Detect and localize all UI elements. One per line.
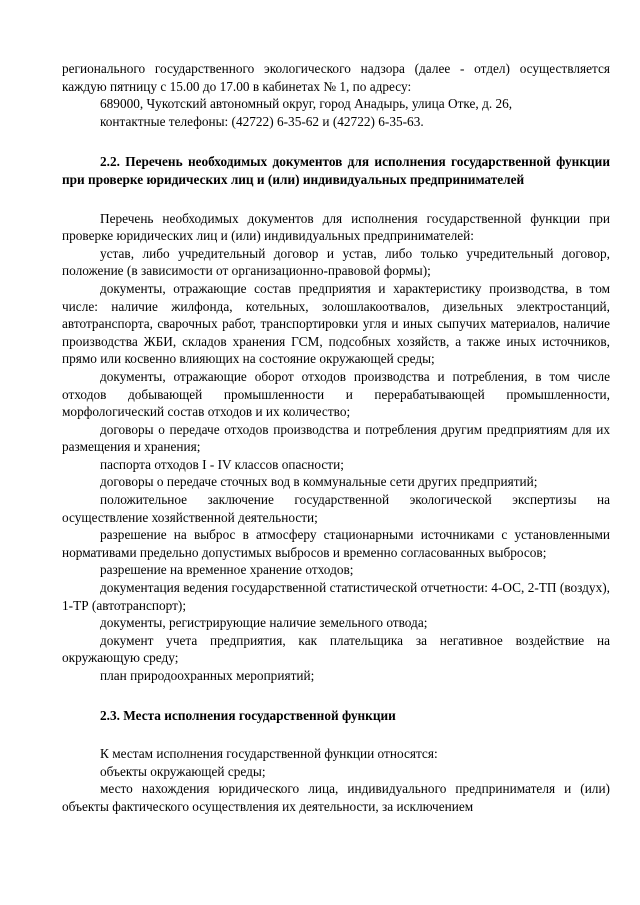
section-2-3-lead: К местам исполнения государственной функции относятся: (100, 746, 438, 762)
document-list-item: документация ведения государственной статистической отчетности: 4-ОС, 2-ТП (воздух), 1-ТР (автотранспорт); (62, 580, 610, 613)
document-list-item: договоры о передаче отходов производства и потребления другим предприятиям для их размещения и хранения; (62, 421, 610, 455)
document-list-item: документ учета предприятия, как плательщика за негативное воздействие на окружающую среду; (62, 632, 610, 666)
place-list-item: объекты окружающей среды; (100, 763, 266, 779)
document-list-item: документы, отражающие состав предприятия и характеристику производства, в том числе: наличие жилфонда, котельных, золошлакоотвалов, дизельных электростанций, автотранспорта, сварочных работ, транспортировки угля и иных сыпучих материалов, наличие производства ЖБИ, складов хранения ГСМ, подсобных хозяйств, а также иных источников, прямо или косвенно влияющих на состояние окружающей среды; (62, 280, 610, 367)
section-2-2-lead: Перечень необходимых документов для исполнения государственной функции при проверке юридических лиц и (или) индивидуальных предпринимателей: (62, 210, 610, 244)
document-page (62, 60, 610, 816)
section-2-2-heading: 2.2. Перечень необходимых документов для исполнения государственной функции при проверке юридических лиц и (или) индивидуальных предпринимателей (62, 154, 610, 187)
document-list-item: паспорта отходов I - IV классов опасности; (100, 456, 344, 472)
document-list-item: разрешение на временное хранение отходов; (100, 562, 354, 578)
phones-line: контактные телефоны: (42722) 6-35-62 и (42722) 6-35-63. (100, 113, 424, 129)
document-list-item: документы, отражающие оборот отходов производства и потребления, в том числе отходов добывающей промышленности и перерабатывающей промышленности, морфологический состав отходов и их количество; (62, 368, 610, 420)
document-list-item: договоры о передаче сточных вод в коммунальные сети других предприятий; (100, 474, 538, 490)
document-list-item: разрешение на выброс в атмосферу стационарными источниками с установленными нормативами предельно допустимых выбросов и временно согласованных выбросов; (62, 527, 610, 560)
document-list-item: положительное заключение государственной экологической экспертизы на осуществление хозяйственной деятельности; (62, 492, 610, 525)
address-line: 689000, Чукотский автономный округ, город Анадырь, улица Отке, д. 26, (100, 96, 513, 112)
document-list-item: план природоохранных мероприятий; (100, 668, 315, 683)
place-list-item: место нахождения юридического лица, индивидуального предпринимателя и (или) объекты фактического осуществления их деятельности, за исключением (62, 781, 610, 814)
document-list-item: устав, либо учредительный договор и устав, либо только учредительный договор, положение (в зависимости от организационно-правовой формы); (62, 245, 610, 279)
intro-paragraph: регионального государственного экологического надзора (далее - отдел) осуществляется каждую пятницу с 15.00 до 17.00 в кабинетах № 1, по адресу: (62, 61, 610, 94)
document-list-item: документы, регистрирующие наличие земельного отвода; (100, 615, 428, 631)
section-2-3-heading: 2.3. Места исполнения государственной функции (100, 707, 396, 723)
